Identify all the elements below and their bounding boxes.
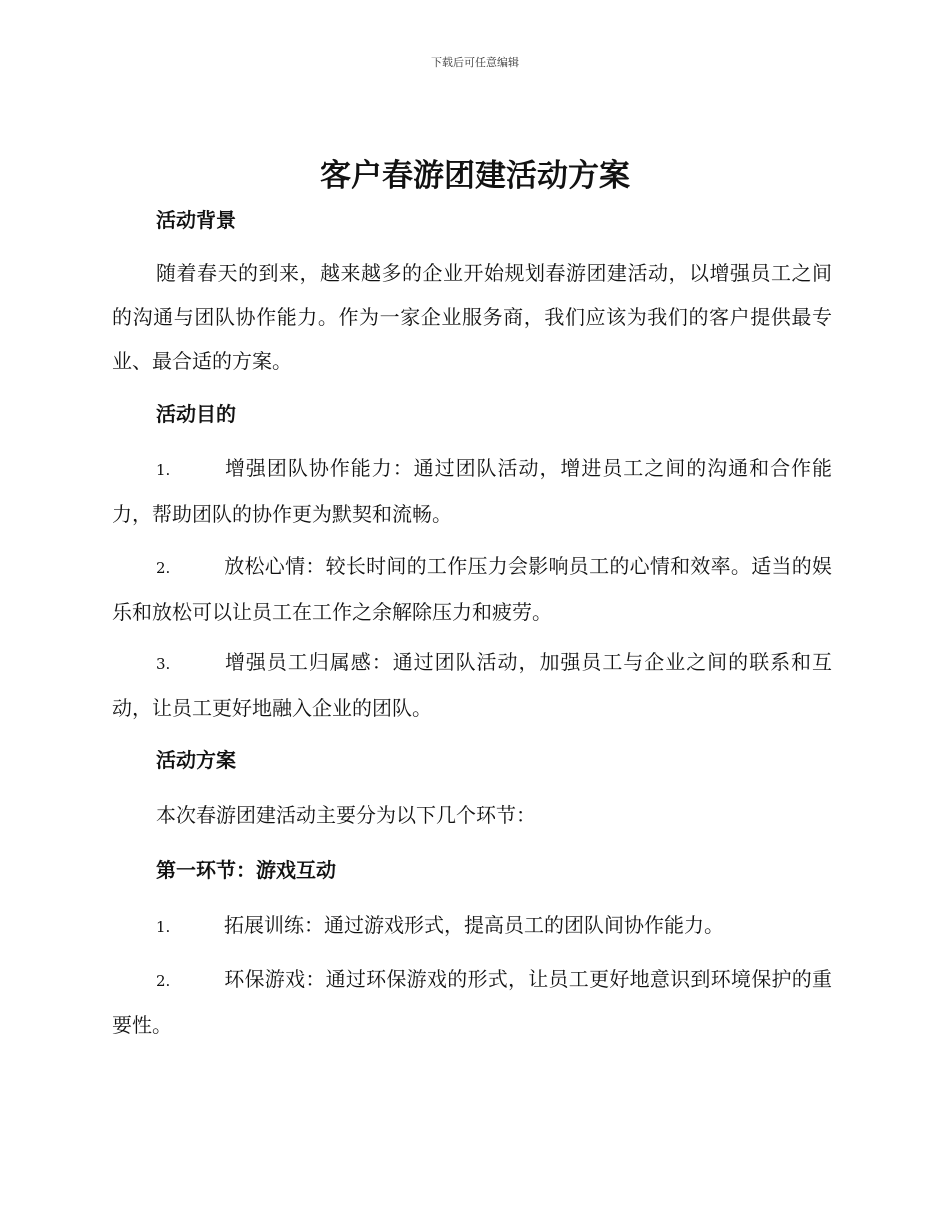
list-item-text: 增强团队协作能力：通过团队活动，增进员工之间的沟通和合作能力，帮助团队的协作更为默契和流畅。 — [112, 456, 832, 526]
section-heading-plan: 活动方案 — [156, 748, 236, 772]
list-item — [112, 640, 832, 730]
purpose-item-2 — [112, 544, 832, 634]
header-note: 下载后可任意编辑 — [431, 56, 519, 69]
stage1-item-2 — [112, 957, 832, 1047]
purpose-item-3 — [112, 640, 832, 730]
list-item-text: 增强员工归属感：通过团队活动，加强员工与企业之间的联系和互动，让员工更好地融入企业的团队。 — [112, 650, 832, 720]
list-item-number: 1. — [156, 461, 171, 479]
list-item — [112, 957, 832, 1047]
background-paragraph: 随着春天的到来，越来越多的企业开始规划春游团建活动，以增强员工之间的沟通与团队协作能力。作为一家企业服务商，我们应该为我们的客户提供最专业、最合适的方案。 — [112, 261, 832, 373]
stage1-heading: 第一环节：游戏互动 — [156, 858, 336, 882]
section-heading-background: 活动背景 — [156, 208, 236, 232]
list-item-number: 2. — [156, 559, 171, 577]
stage1-heading-block — [112, 857, 832, 883]
list-item — [112, 903, 832, 949]
section-background-heading-block — [112, 207, 832, 233]
section-background-body — [112, 251, 832, 383]
stage1-item-1 — [112, 903, 832, 949]
plan-intro-paragraph: 本次春游团建活动主要分为以下几个环节： — [156, 803, 536, 827]
document-title: 客户春游团建活动方案 — [320, 158, 630, 194]
section-heading-purpose: 活动目的 — [156, 402, 236, 426]
list-item-number: 2. — [156, 972, 171, 990]
list-item-number: 3. — [156, 655, 171, 673]
list-item-text: 拓展训练：通过游戏形式，提高员工的团队间协作能力。 — [224, 913, 724, 937]
purpose-item-1 — [112, 446, 832, 536]
list-item-text: 环保游戏：通过环保游戏的形式，让员工更好地意识到环境保护的重要性。 — [112, 967, 832, 1037]
list-item-number: 1. — [156, 918, 171, 936]
list-item-text: 放松心情：较长时间的工作压力会影响员工的心情和效率。适当的娱乐和放松可以让员工在工作之余解除压力和疲劳。 — [112, 554, 832, 624]
list-item — [112, 544, 832, 634]
list-item — [112, 446, 832, 536]
section-plan-heading-block — [112, 747, 832, 773]
plan-intro — [112, 793, 832, 837]
section-purpose-heading-block — [112, 401, 832, 427]
